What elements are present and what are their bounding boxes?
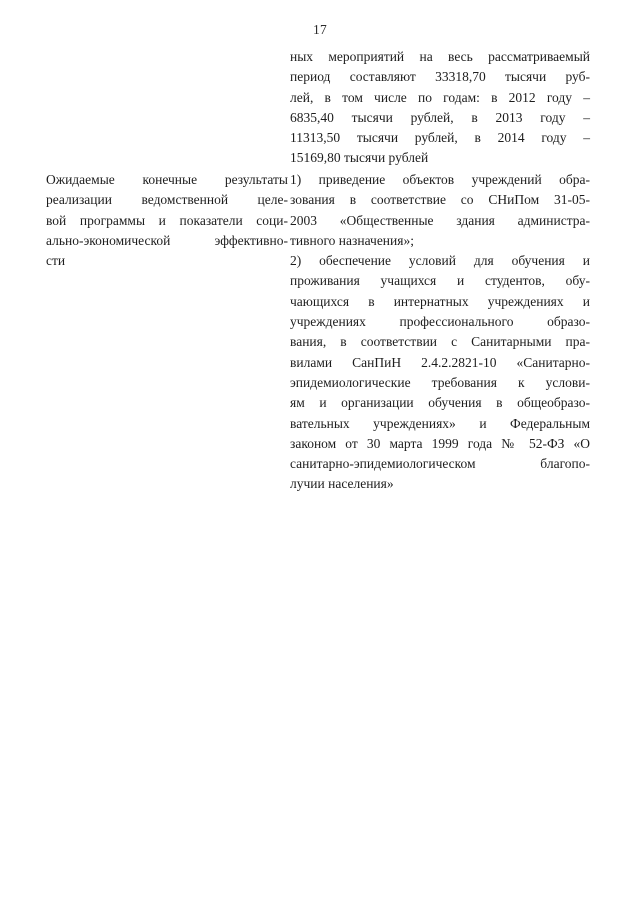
text-line: ных мероприятий на весь рассматриваемый [290,49,590,64]
text-line: законом от 30 марта 1999 года № 52-ФЗ «О [290,435,590,451]
text-line: Ожидаемые конечные результаты [46,172,288,187]
text-line: чающихся в интернатных учреждениях и [290,293,590,309]
continuation-paragraph [290,47,590,169]
text-line: зования в соответствие со СНиПом 31-05- [290,192,590,208]
row-content-cell [290,170,590,495]
text-line: реализации ведомственной целе- [46,192,288,208]
text-line: 11313,50 тысячи рублей, в 2014 году – [290,130,590,146]
list-item [290,170,590,251]
list-item [290,251,590,495]
text-line: лучии населения» [290,476,394,492]
table-row [46,170,590,495]
text-line: учреждениях профессионального образо- [290,314,590,330]
text-line: 2) обеспечение условий для обучения и [290,253,590,269]
text-line: вой программы и показатели соци- [46,212,288,228]
text-line: ально-экономической эффективно- [46,232,288,248]
text-line: 15169,80 тысячи рублей [290,150,429,166]
text-line: 6835,40 тысячи рублей, в 2013 году – [290,109,590,125]
text-line: период составляют 33318,70 тысячи руб- [290,69,590,85]
text-line: вания, в соответствии с Санитарными пра- [290,334,590,350]
text-line: сти [46,253,66,269]
text-line: 2003 «Общественные здания администра- [290,212,590,228]
continuation-paragraph-block [290,47,590,169]
text-line: тивного назначения»; [290,232,414,248]
text-line: ям и организации обучения в общеобразо- [290,395,590,411]
text-line: лей, в том числе по годам: в 2012 году – [290,89,590,105]
text-line: проживания учащихся и студентов, обу- [290,273,590,289]
text-line: вательных учреждениях» и Федеральным [290,415,590,431]
row-label-cell [46,170,288,271]
text-line: 1) приведение объектов учреждений обра- [290,172,590,187]
row-label-text [46,170,288,271]
text-line: эпидемиологические требования к услови- [290,374,590,390]
text-line: вилами СанПиН 2.4.2.2821-10 «Санитарно- [290,354,590,370]
text-line: санитарно-эпидемиологическом благопо- [290,456,590,472]
page-number: 17 [312,22,328,37]
